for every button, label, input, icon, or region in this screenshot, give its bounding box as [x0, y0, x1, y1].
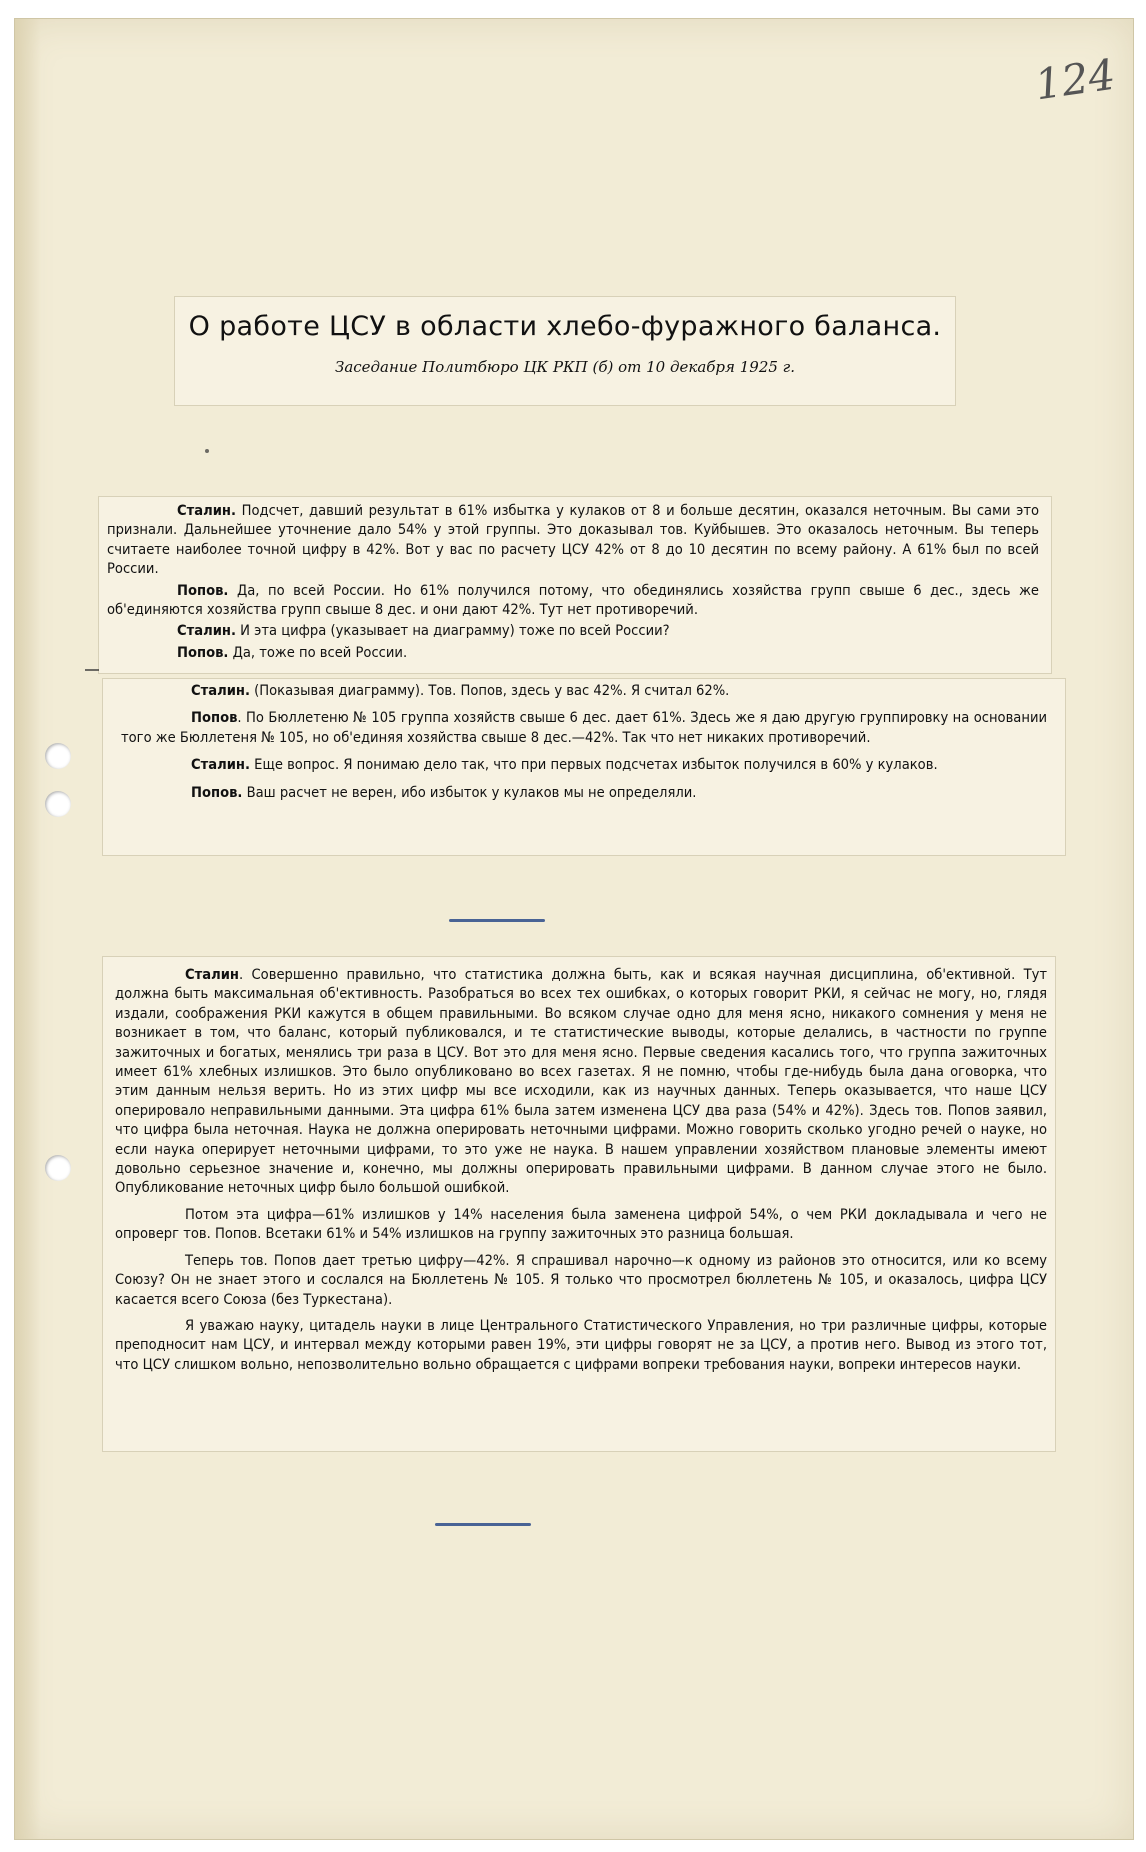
speaker-name: Попов.	[177, 643, 229, 661]
remark-text: Я уважаю науку, цитадель науки в лице Центрального Статистического Управления, но три различные цифры, которые преподносит нам ЦСУ, и интервал между которыми равен 19%, эти цифры говорят не за ЦСУ, а против него. Вывод из этого тот, что ЦСУ слишком вольно, непозволительно вольно обращается с цифрами вопреки требования науки, вопреки интересов науки.	[115, 1316, 1047, 1373]
speaker-name: Сталин.	[177, 502, 236, 519]
speaker-name: Сталин.	[177, 622, 236, 640]
remark-text: Теперь тов. Попов дает третью цифру—42%. Я спрашивал нарочно—к одному из районов это относится, или ко всему Союзу? Он не знает этого и сослался на Бюллетень № 105. Я только что просмотрел бюллетень № 105, и оказалось, цифра ЦСУ касается всего Союза (без Туркестана).	[115, 1251, 1047, 1308]
speaker-name: Попов	[191, 709, 238, 727]
pencil-mark	[205, 449, 209, 453]
remark-text: Да, тоже по всей России.	[232, 643, 408, 661]
transcript-clipping-3	[103, 957, 1055, 1451]
speaker-name: Сталин.	[191, 756, 250, 774]
speaker-name: Сталин	[185, 966, 239, 983]
paper-edge-shadow	[15, 19, 41, 1839]
speaker-name: Попов.	[191, 783, 243, 801]
remark	[121, 783, 1047, 802]
speaker-name: Попов.	[177, 581, 229, 599]
speaker-name: Сталин.	[191, 682, 250, 699]
pencil-divider	[449, 919, 545, 922]
remark	[107, 501, 1039, 579]
remark-text: Еще вопрос. Я понимаю дело так, что при первых подсчетах избыток получился в 60% у кулаков.	[254, 756, 938, 774]
punch-hole	[45, 1155, 71, 1181]
remark	[121, 708, 1047, 747]
remark	[107, 621, 1039, 640]
title-clipping	[175, 297, 955, 405]
pencil-divider	[435, 1523, 531, 1526]
page-number: 124	[1031, 49, 1119, 110]
remark-text: . Совершенно правильно, что статистика должна быть, как и всякая научная дисциплина, об'ективной. Тут должна быть максимальная об'ективность. Разобраться во всех тех ошибках, о которых говорит РКИ, я сейчас не могу, но, глядя издали, соображения РКИ кажутся в общем правильными. Во всяком случае одно для меня ясно, никакого сомнения у меня не возникает в том, что баланс, который публиковался, и те статистические выводы, которые делались, в частности по группе зажиточных и богатых, менялись три раза в ЦСУ. Вот это для меня ясно. Первые сведения касались того, что группа зажиточных имеет 61% хлебных излишков. Это было опубликовано во всех газетах. Я не помню, чтобы где-нибудь была дана оговорка, что этим данным нельзя верить. Но из этих цифр мы все исходили, как из научных данных. Теперь оказывается, что наше ЦСУ оперировало неправильными данными. Эта цифра 61% была затем изменена ЦСУ два раза (54% и 42%). Здесь тов. Попов заявил, что цифра была неточная. Наука не должна оперировать неточными цифрами. Можно говорить сколько угодно речей о науке, но если наука оперирует неточными цифрами, то это уже не наука. В нашем управлении хозяйством плановые элементы имеют довольно серьезное значение и, конечно, мы должны оперировать правильными цифрами. В данном случае этого не было. Опубликование неточных цифр было большой ошибкой.	[115, 966, 1047, 1197]
remark-text: Потом эта цифра—61% излишков у 14% населения была заменена цифрой 54%, о чем РКИ докладывала и чего не опроверг тов. Попов. Всетаки 61% и 54% излишков на группу зажиточных это разница большая.	[115, 1205, 1047, 1243]
document-page	[14, 18, 1134, 1840]
remark	[115, 965, 1047, 1198]
remark	[107, 643, 1039, 662]
remark-text: Подсчет, давший результат в 61% избытка у кулаков от 8 и больше десятин, оказался неточным. Вы сами это признали. Дальнейшее уточнение дало 54% у этой группы. Это доказывал тов. Куйбышев. Это оказалось неточным. Вы теперь считаете наиболее точной цифру в 42%. Вот у вас по расчету ЦСУ 42% от 8 до 10 десятин по всему району. А 61% был по всей России.	[107, 502, 1040, 578]
remark-text: Ваш расчет не верен, ибо избыток у кулаков мы не определяли.	[246, 783, 697, 801]
punch-hole	[45, 791, 71, 817]
remark-text: . По Бюллетеню № 105 группа хозяйств свыше 6 дес. дает 61%. Здесь же я даю другую группировку на основании того же Бюллетеня № 105, но об'единяя хозяйства свыше 8 дес.—42%. Так что нет никаких противоречий.	[121, 709, 1047, 746]
document-title: О работе ЦСУ в области хлебо-фуражного баланса.	[188, 311, 942, 342]
remark	[121, 681, 1047, 700]
document-subtitle: Заседание Политбюро ЦК РКП (б) от 10 декабря 1925 г.	[334, 358, 796, 376]
remark	[115, 1251, 1047, 1309]
remark-text: (Показывая диаграмму). Тов. Попов, здесь у вас 42%. Я считал 62%.	[254, 682, 730, 699]
remark	[115, 1205, 1047, 1244]
remark	[107, 581, 1039, 620]
transcript-clipping-1	[99, 497, 1051, 673]
remark-text: И эта цифра (указывает на диаграмму) тоже по всей России?	[240, 622, 670, 640]
punch-hole	[45, 743, 71, 769]
remark-text: Да, по всей России. Но 61% получился потому, что обединялись хозяйства групп свыше 6 дес., здесь же об'единяются хозяйства групп свыше 8 дес. и они дают 42%. Тут нет противоречий.	[107, 581, 1039, 619]
remark	[115, 1316, 1047, 1374]
transcript-clipping-2	[103, 679, 1065, 855]
remark	[121, 755, 1047, 774]
pencil-mark	[85, 669, 99, 671]
